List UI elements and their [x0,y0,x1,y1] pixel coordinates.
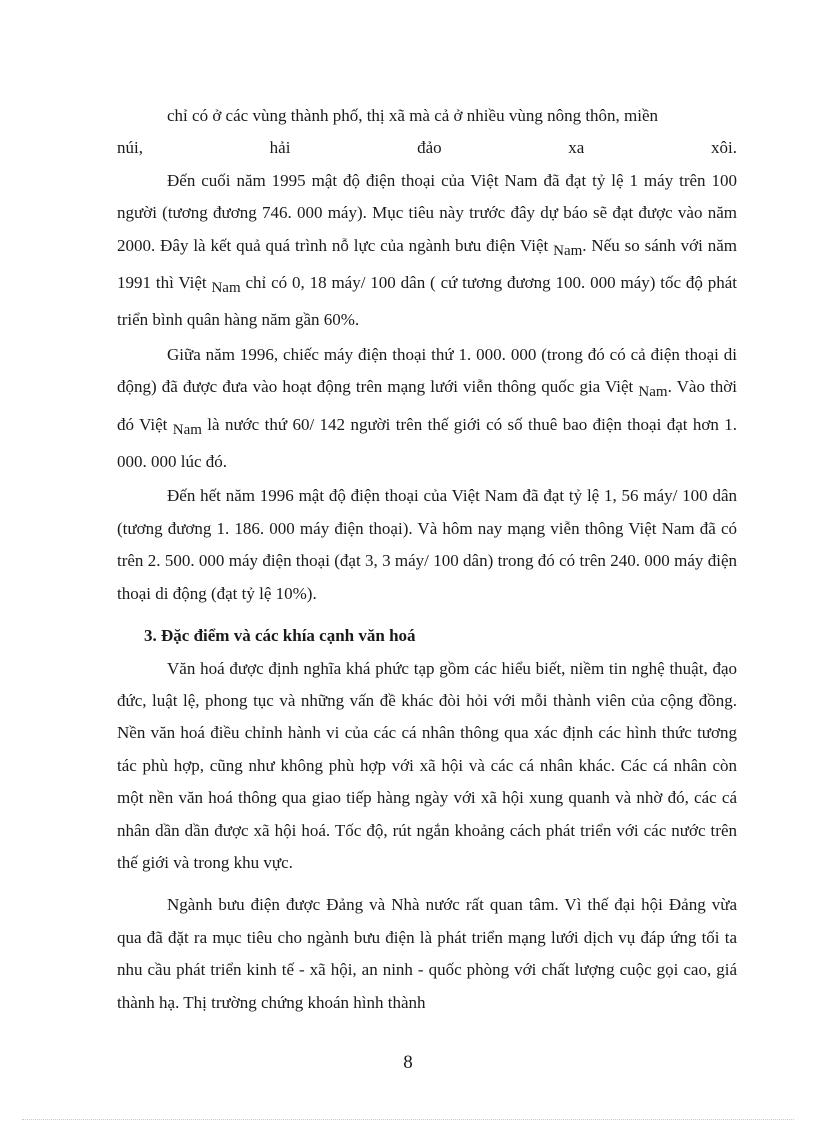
paragraph-text: Giữa năm 1996, chiếc máy điện thoại thứ 1. 000. 000 (trong đó có cả điện thoại di động) đã được đưa vào hoạt động trên mạng lưới viễn thông quốc gia Việt [117,344,737,397]
page-bottom-divider [22,1119,794,1120]
subscript-nam: Nam [211,280,241,297]
paragraph-culture-definition: Văn hoá được định nghĩa khá phức tạp gồm các hiểu biết, niềm tin nghệ thuật, đạo đức, luật lệ, phong tục và những vấn đề khác đòi hỏi với mỗi thành viên của cộng đồng. Nền văn hoá điều chỉnh hành vi của các cá nhân thông qua xác định các hình thức tương tác phù hợp, cũng như không phù hợp với xã hội và các cá nhân khác. Các cá nhân còn một nền văn hoá thông qua giao tiếp hàng ngày với xã hội xung quanh và nhờ đó, các cá nhân dần dần được xã hội hoá. Tốc độ, rút ngắn khoảng cách phát triển với các nước trên thế giới và trong khu vực. [117,658,737,872]
paragraph-continuation-line2: núi, hải đảo xa xôi. [117,138,737,158]
paragraph-1996-millionth-phone [117,339,737,479]
paragraph-text: . Nếu so sánh với năm 1991 thì Việt [117,235,737,293]
subscript-nam: Nam [553,242,583,259]
paragraph-postal-industry: Ngành bưu điện được Đảng và Nhà nước rất quan tâm. Vì thế đại hội Đảng vừa qua đã đặt ra mục tiêu cho ngành bưu điện là phát triển mạng lưới dịch vụ đáp ứng tối ta nhu cầu phát triển kinh tế - xã hội, an ninh - quốc phòng với chất lượng cuộc gọi cao, giá thành hạ. Thị trường chứng khoán hình thành [117,895,737,1012]
subscript-nam: Nam [172,421,202,438]
section-heading: 3. Đặc điểm và các khía cạnh văn hoá [144,626,416,646]
paragraph-continuation-line1: chỉ có ở các vùng thành phố, thị xã mà cả ở nhiều vùng nông thôn, miền [167,106,659,125]
page-number: 8 [403,1052,413,1073]
subscript-nam: Nam [638,384,668,401]
paragraph-text: là nước thứ 60/ 142 người trên thế giới có số thuê bao điện thoại đạt hơn 1. 000. 000 lúc đó. [117,414,737,472]
paragraph-text: . Vào thời đó Việt [117,377,737,434]
page-content [117,100,737,1019]
paragraph-1995-density [117,165,737,337]
paragraph-text: chỉ có 0, 18 máy/ 100 dân ( cứ tương đương 100. 000 máy) tốc độ phát triển bình quân hàng năm gần 60%. [117,273,737,330]
paragraph-1996-density: Đến hết năm 1996 mật độ điện thoại của Việt Nam đã đạt tỷ lệ 1, 56 máy/ 100 dân (tương đương 1. 186. 000 máy điện thoại). Và hôm nay mạng viễn thông Việt Nam đã có trên 2. 500. 000 máy điện thoại (đạt 3, 3 máy/ 100 dân) trong đó có trên 240. 000 máy điện thoại di động (đạt tỷ lệ 10%). [117,486,737,603]
paragraph-text: Đến cuối năm 1995 mật độ điện thoại của Việt Nam đã đạt tỷ lệ 1 máy trên 100 người (tương đương 746. 000 máy). Mục tiêu này trước đây dự báo sẽ đạt được vào năm 2000. Đây là kết quả quá trình nỗ lực của ngành bưu điện Việt [117,170,737,255]
